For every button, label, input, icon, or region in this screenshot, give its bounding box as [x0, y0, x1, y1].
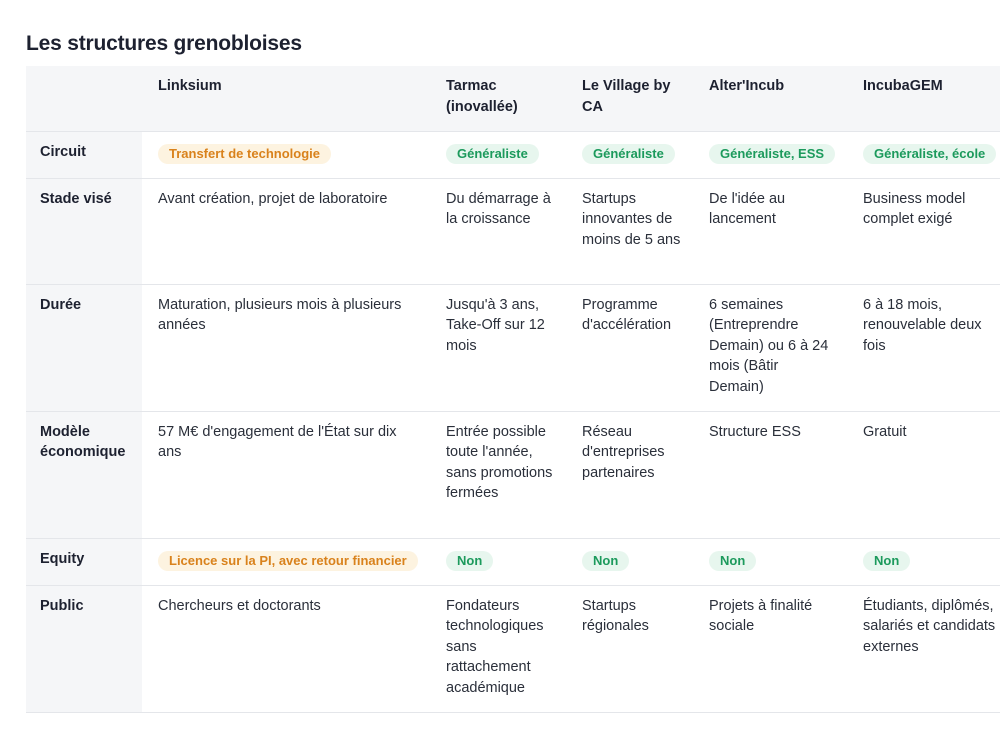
table-cell: Maturation, plusieurs mois à plusieurs années — [142, 284, 430, 411]
column-header-incubagem: IncubaGEM — [847, 66, 1000, 131]
comparison-table — [26, 66, 1000, 713]
table-cell — [142, 131, 430, 178]
table-cell: De l'idée au lancement — [693, 178, 847, 284]
table-cell — [430, 538, 566, 585]
table-cell — [693, 538, 847, 585]
category-badge: Généraliste, école — [863, 144, 996, 164]
table-cell — [566, 131, 693, 178]
table-cell — [847, 131, 1000, 178]
table-cell: Startups régionales — [566, 585, 693, 712]
table-cell — [142, 538, 430, 585]
table-cell — [566, 538, 693, 585]
status-badge: Licence sur la PI, avec retour financier — [158, 551, 418, 571]
table-cell: Avant création, projet de laboratoire — [142, 178, 430, 284]
table-cell: Business model complet exigé — [847, 178, 1000, 284]
table-header-row — [26, 66, 1000, 131]
column-header-village: Le Village by CA — [566, 66, 693, 131]
table-cell: 57 M€ d'engagement de l'État sur dix ans — [142, 411, 430, 538]
table-cell: Structure ESS — [693, 411, 847, 538]
table-cell: Du démarrage à la croissance — [430, 178, 566, 284]
table-cell: Programme d'accélération — [566, 284, 693, 411]
table-cell — [430, 131, 566, 178]
table-cell: Gratuit — [847, 411, 1000, 538]
table-cell — [847, 538, 1000, 585]
column-header-linksium: Linksium — [142, 66, 430, 131]
table-row-modele — [26, 411, 1000, 538]
table-cell: Fondateurs technologiques sans rattachement académique — [430, 585, 566, 712]
table-cell: Jusqu'à 3 ans, Take-Off sur 12 mois — [430, 284, 566, 411]
page-title: Les structures grenobloises — [26, 32, 302, 55]
table-cell: Réseau d'entreprises partenaires — [566, 411, 693, 538]
table-row-stade — [26, 178, 1000, 284]
status-badge: Non — [446, 551, 493, 571]
row-label: Modèle économique — [26, 411, 142, 538]
table-cell: Entrée possible toute l'année, sans promotions fermées — [430, 411, 566, 538]
row-label: Durée — [26, 284, 142, 411]
table-cell: 6 semaines (Entreprendre Demain) ou 6 à 24 mois (Bâtir Demain) — [693, 284, 847, 411]
table-cell: Startups innovantes de moins de 5 ans — [566, 178, 693, 284]
category-badge: Généraliste — [446, 144, 539, 164]
column-header-tarmac: Tarmac (inovallée) — [430, 66, 566, 131]
row-label: Equity — [26, 538, 142, 585]
status-badge: Non — [582, 551, 629, 571]
column-header-empty — [26, 66, 142, 131]
status-badge: Non — [863, 551, 910, 571]
table-cell: Étudiants, diplômés, salariés et candidats externes — [847, 585, 1000, 712]
category-badge: Transfert de technologie — [158, 144, 331, 164]
table-row-duree — [26, 284, 1000, 411]
table-row-circuit — [26, 131, 1000, 178]
row-label: Public — [26, 585, 142, 712]
status-badge: Non — [709, 551, 756, 571]
column-header-alterincub: Alter'Incub — [693, 66, 847, 131]
table-cell: Chercheurs et doctorants — [142, 585, 430, 712]
table-cell: Projets à finalité sociale — [693, 585, 847, 712]
category-badge: Généraliste — [582, 144, 675, 164]
table-row-public — [26, 585, 1000, 712]
table-row-equity — [26, 538, 1000, 585]
row-label: Stade visé — [26, 178, 142, 284]
category-badge: Généraliste, ESS — [709, 144, 835, 164]
row-label: Circuit — [26, 131, 142, 178]
table-cell: 6 à 18 mois, renouvelable deux fois — [847, 284, 1000, 411]
table-cell — [693, 131, 847, 178]
